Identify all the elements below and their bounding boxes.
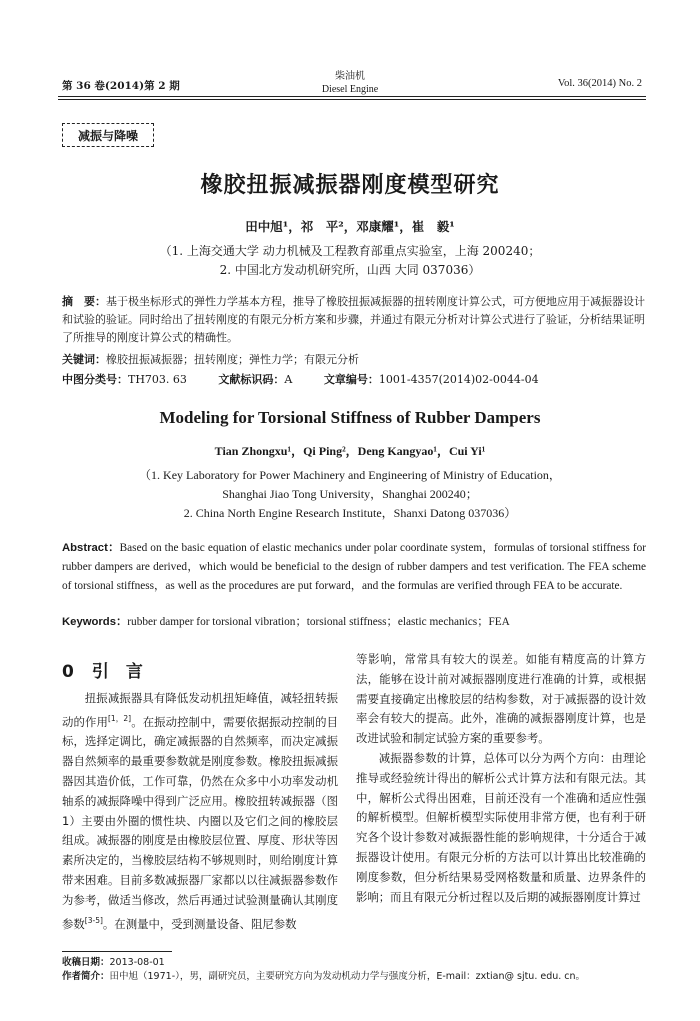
keywords-cn-label: 关键词：: [62, 353, 106, 366]
authors-en: Tian Zhongxu¹，Qi Ping²，Deng Kangyao¹，Cui Yi¹: [214, 444, 486, 458]
section-tag: 减振与降噪: [62, 123, 154, 147]
abstract-cn-label: 摘 要：: [62, 295, 106, 308]
citation: [3-5]: [84, 915, 103, 925]
keywords-en: [62, 613, 646, 629]
affiliations-cn: [0, 242, 700, 280]
footnotes: [62, 956, 646, 984]
footnote-author: 作者简介：田中旭（1971-），男，副研究员，主要研究方向为发动机动力学与强度分析，E-mail：zxtian@ sjtu. edu. cn。: [62, 971, 586, 982]
body-column-right: [356, 650, 646, 907]
keywords-en-label: Keywords：: [62, 616, 128, 628]
abstract-en-label: Abstract：: [62, 542, 120, 554]
keywords-cn: [62, 351, 646, 369]
affiliation-cn-line: 2. 中国北方发动机研究所，山西 大同 037036）: [219, 263, 481, 277]
header-journal-cn: 柴油机: [335, 71, 365, 82]
section-number: 0: [62, 662, 74, 682]
abstract-en-text: Based on the basic equation of elastic mechanics under polar coordinate system，formulas of torsional stiffness for rubber dampers are derived，which would be beneficial to the design of rubber dampers and test verification. The FEA scheme of torsional stiffness，as well as the procedures are put forward，and the formulas are verified through FEA to be accurate.: [62, 542, 646, 592]
title-en: Modeling for Torsional Stiffness of Rubber Dampers: [159, 408, 541, 427]
footnote-received: 收稿日期：2013-08-01: [62, 957, 165, 968]
body-paragraph: 扭振减振器具有降低发动机扭矩峰值，减轻扭转振动的作用[1，2]。在振动控制中，需要依据振动控制的目标，选择定调比，确定减振器的自然频率，而决定减振器自然频率的最重要参数就是刚度参数。橡胶扭振减振器因其造价低，工作可靠，仍然在众多中小功率发动机轴系的减振降噪中得到广泛应用。橡胶扭转减振器（图 1）主要由外圈的惯性块、内圈以及它们之间的橡胶层组成。减振器的刚度是由橡胶层位置、厚度、形状等因素所决定的，当橡胶层结构不够规则时，则给刚度计算带来困难。目前多数减振器厂家都以以往减振器参数作为参考，做适当修改，然后再通过试验测量确认其刚度参数[3-5]。在测量中，受到测量设备、阻尼参数: [62, 691, 338, 931]
header-rule-thin: [58, 99, 646, 100]
footnote-rule: [62, 951, 172, 952]
keywords-en-text: rubber damper for torsional vibration；torsional stiffness；elastic mechanics；FEA: [127, 616, 510, 628]
section-heading: [62, 657, 143, 682]
doc-code: 文献标识码：A: [218, 373, 293, 386]
affiliations-en: [0, 466, 700, 523]
abstract-cn: [62, 293, 646, 347]
affiliation-en-line: Shanghai Jiao Tong University，Shanghai 200240；: [222, 487, 478, 501]
keywords-cn-text: 橡胶扭振减振器；扭转刚度；弹性力学；有限元分析: [106, 353, 359, 366]
title-cn: 橡胶扭振减振器刚度模型研究: [200, 173, 500, 198]
abstract-en: [62, 539, 646, 596]
authors-cn: 田中旭¹，祁 平²，邓康耀¹，崔 毅¹: [245, 219, 455, 234]
citation: [1，2]: [107, 713, 132, 723]
article-number: 文章编号：1001-4357(2014)02-0044-04: [323, 373, 539, 386]
header-rule: [58, 96, 646, 97]
section-title: 引 言: [91, 662, 143, 682]
classification-row: [62, 371, 646, 387]
abstract-cn-text: 基于极坐标形式的弹性力学基本方程，推导了橡胶扭振减振器的扭转刚度计算公式，可方便地应用于减振器设计和试验的验证。同时给出了扭转刚度的有限元分析方案和步骤，并通过有限元分析对计算公式进行了验证，分析结果证明了所推导的刚度计算公式的精确性。: [62, 295, 645, 344]
affiliation-en-line: （1. Key Laboratory for Power Machinery and Engineering of Ministry of Education，: [139, 468, 561, 482]
header-issue: 第 36 卷(2014)第 2 期: [62, 80, 180, 92]
affiliation-en-line: 2. China North Engine Research Institute，Shanxi Datong 037036）: [183, 506, 517, 520]
header-journal-en: Diesel Engine: [321, 84, 379, 95]
clc-number: 中图分类号：TH703. 63: [62, 373, 187, 386]
body-column-left: [62, 689, 338, 934]
body-paragraph: 减振器参数的计算，总体可以分为两个方向：由理论推导或经验统计得出的解析公式计算方法和有限元法。其中，解析公式得出困难，目前还没有一个准确和适应性强的解析模型。但解析模型实际使用非常方便，也有利于研究各个设计参数对减振器性能的影响规律，十分适合于减振器设计使用。有限元分析的方法可以计算出比较准确的刚度参数，但分析结果易受网格数量和质量、边界条件的影响；而且有限元分析过程以及后期的减振器刚度计算过: [356, 750, 646, 904]
header-volume: Vol. 36(2014) No. 2: [557, 78, 642, 89]
affiliation-cn-line: （1. 上海交通大学 动力机械及工程教育部重点实验室，上海 200240；: [159, 244, 541, 258]
body-paragraph: 等影响，常常具有较大的误差。如能有精度高的计算方法，能够在设计前对减振器刚度进行准确的计算，或根据需要直接确定出橡胶层的结构参数，对于减振器的设计效率会有较大的提高。此外，准确的减振器刚度计算，也是改进试验和制定试验方案的重要参考。: [356, 652, 646, 746]
